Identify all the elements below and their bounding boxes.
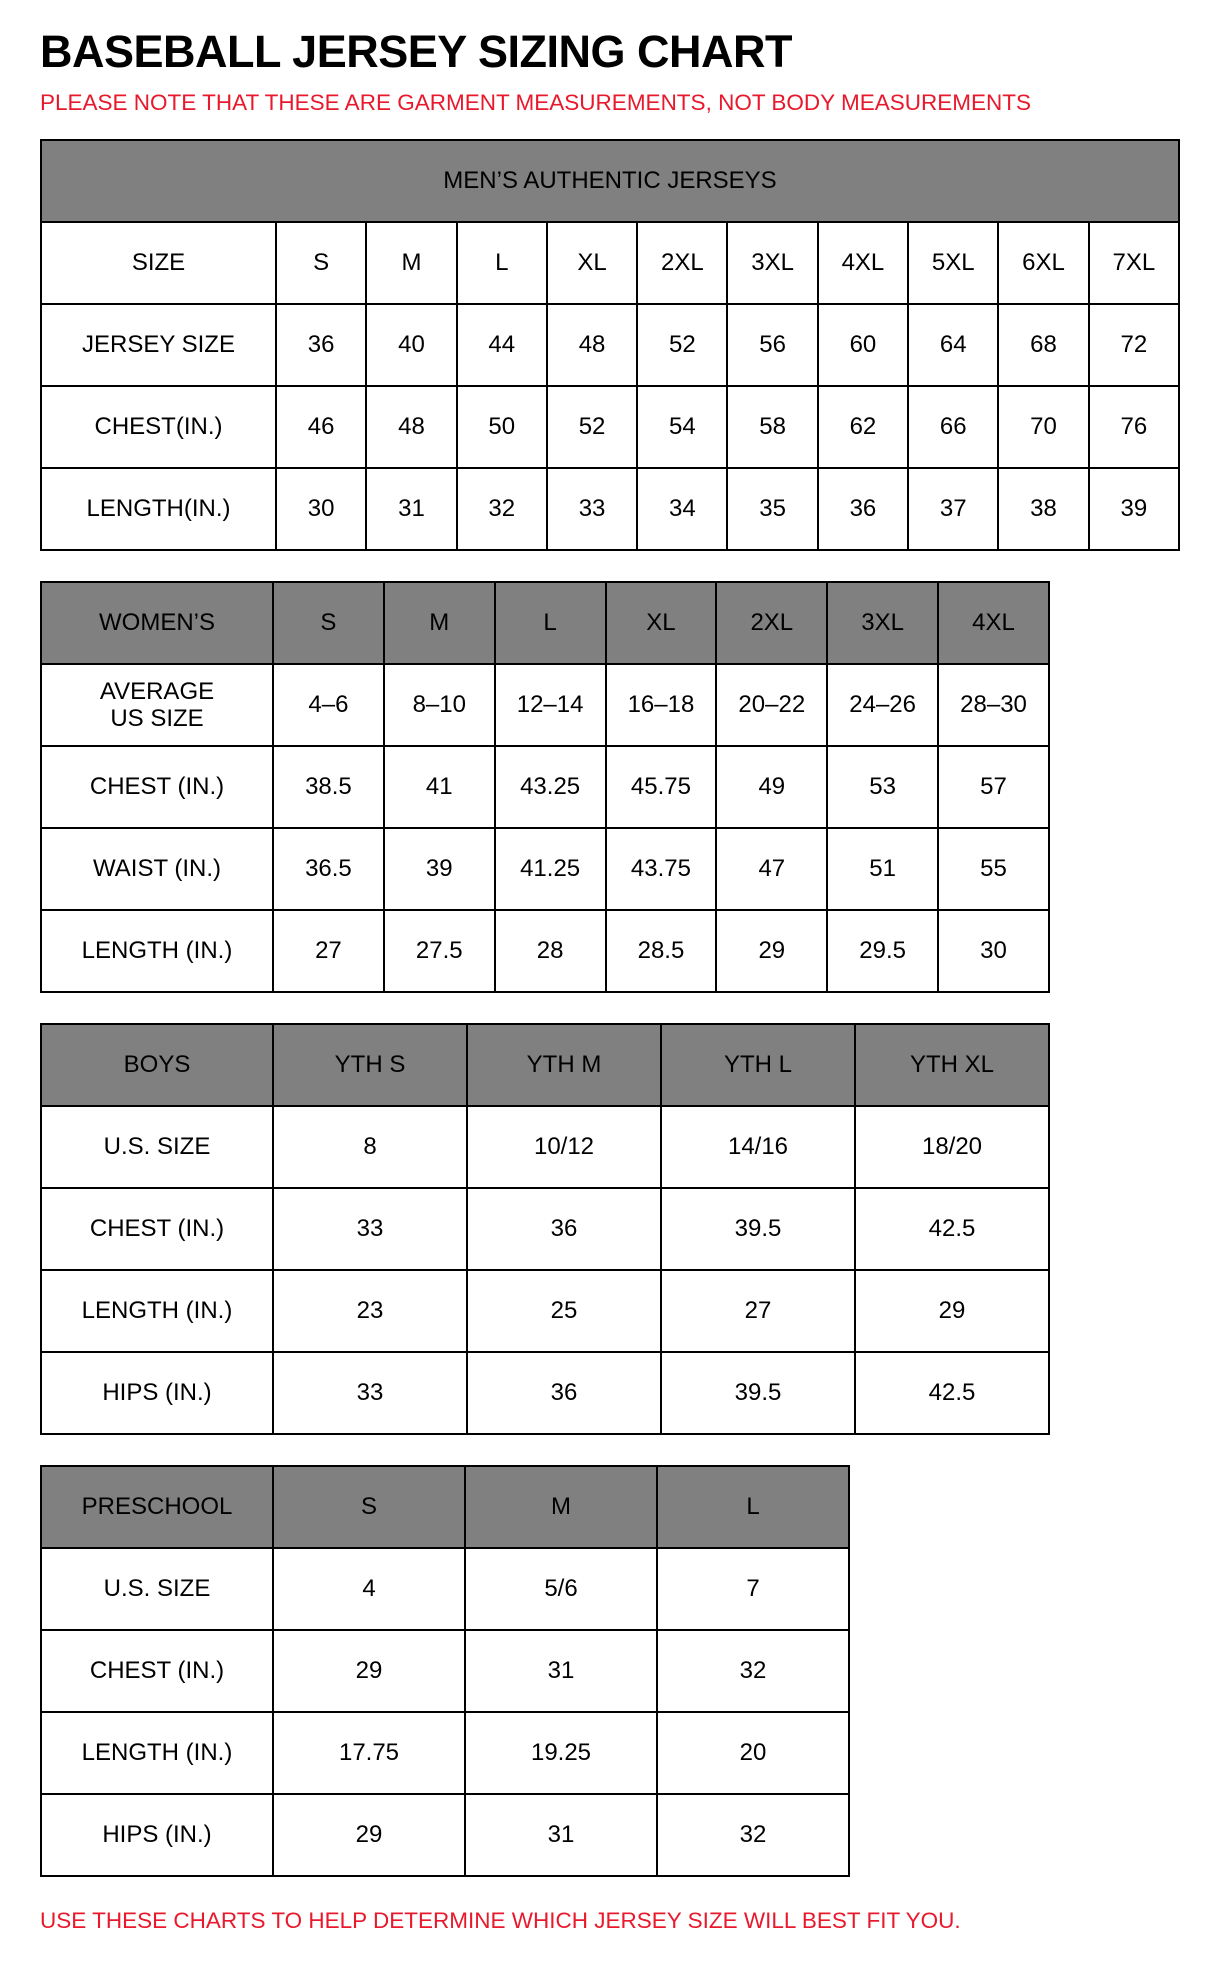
cell: 42.5: [855, 1352, 1049, 1434]
table-row: [41, 664, 1049, 746]
row-label: LENGTH (IN.): [41, 910, 273, 992]
cell: 41.25: [495, 828, 606, 910]
boys-header-label: BOYS: [41, 1024, 273, 1106]
cell: 29: [855, 1270, 1049, 1352]
preschool-header-cell: M: [465, 1466, 657, 1548]
cell: 5/6: [465, 1548, 657, 1630]
cell: 29: [273, 1630, 465, 1712]
page-title: BASEBALL JERSEY SIZING CHART: [40, 26, 792, 77]
cell: 27: [661, 1270, 855, 1352]
cell: 46: [276, 386, 366, 468]
cell: 7: [657, 1548, 849, 1630]
cell: 72: [1089, 304, 1179, 386]
cell: 17.75: [273, 1712, 465, 1794]
table-row: [41, 1270, 1049, 1352]
cell: 27: [273, 910, 384, 992]
boys-header-cell: YTH S: [273, 1024, 467, 1106]
womens-header-label: WOMEN’S: [41, 582, 273, 664]
row-label: JERSEY SIZE: [41, 304, 276, 386]
cell: 33: [273, 1352, 467, 1434]
cell: 62: [818, 386, 908, 468]
table-row: [41, 304, 1179, 386]
cell: 19.25: [465, 1712, 657, 1794]
womens-header-cell: XL: [606, 582, 717, 664]
table-row: [41, 910, 1049, 992]
cell: 32: [657, 1794, 849, 1876]
womens-header-cell: 3XL: [827, 582, 938, 664]
cell: 4: [273, 1548, 465, 1630]
boys-header-cell: YTH M: [467, 1024, 661, 1106]
table-banner-row: [41, 140, 1179, 222]
preschool-header-cell: L: [657, 1466, 849, 1548]
table-row: [41, 1630, 849, 1712]
cell: 35: [727, 468, 817, 550]
cell: 30: [938, 910, 1049, 992]
row-label: AVERAGE US SIZE: [41, 664, 273, 746]
cell: 20–22: [716, 664, 827, 746]
cell: 31: [465, 1630, 657, 1712]
cell: 70: [998, 386, 1088, 468]
cell: 39: [1089, 468, 1179, 550]
table-row: [41, 1352, 1049, 1434]
cell: 4–6: [273, 664, 384, 746]
cell: 10/12: [467, 1106, 661, 1188]
table-row: [41, 746, 1049, 828]
table-row: [41, 386, 1179, 468]
womens-header-cell: S: [273, 582, 384, 664]
cell: 16–18: [606, 664, 717, 746]
cell: 43.25: [495, 746, 606, 828]
cell: 39.5: [661, 1352, 855, 1434]
row-label: U.S. SIZE: [41, 1106, 273, 1188]
cell: M: [366, 222, 456, 304]
row-label: LENGTH (IN.): [41, 1712, 273, 1794]
cell: S: [276, 222, 366, 304]
cell: 33: [547, 468, 637, 550]
cell: 58: [727, 386, 817, 468]
table-row: [41, 1712, 849, 1794]
cell: 20: [657, 1712, 849, 1794]
cell: 6XL: [998, 222, 1088, 304]
cell: 37: [908, 468, 998, 550]
cell: 44: [457, 304, 547, 386]
cell: 48: [547, 304, 637, 386]
cell: 68: [998, 304, 1088, 386]
table-row: [41, 1188, 1049, 1270]
cell: 47: [716, 828, 827, 910]
cell: 30: [276, 468, 366, 550]
table-row: [41, 828, 1049, 910]
cell: 29: [716, 910, 827, 992]
cell: 60: [818, 304, 908, 386]
table-row: [41, 222, 1179, 304]
cell: 4XL: [818, 222, 908, 304]
cell: XL: [547, 222, 637, 304]
boys-header-cell: YTH L: [661, 1024, 855, 1106]
row-label: WAIST (IN.): [41, 828, 273, 910]
cell: 24–26: [827, 664, 938, 746]
preschool-header-label: PRESCHOOL: [41, 1466, 273, 1548]
row-label: HIPS (IN.): [41, 1794, 273, 1876]
cell: 42.5: [855, 1188, 1049, 1270]
boys-sizing-table: [40, 1023, 1050, 1435]
cell: 8–10: [384, 664, 495, 746]
cell: L: [457, 222, 547, 304]
cell: 50: [457, 386, 547, 468]
cell: 39: [384, 828, 495, 910]
cell: 66: [908, 386, 998, 468]
row-label: LENGTH(IN.): [41, 468, 276, 550]
cell: 56: [727, 304, 817, 386]
cell: 48: [366, 386, 456, 468]
table-row: [41, 1106, 1049, 1188]
cell: 52: [637, 304, 727, 386]
cell: 31: [366, 468, 456, 550]
row-label: CHEST (IN.): [41, 1630, 273, 1712]
cell: 52: [547, 386, 637, 468]
cell: 38: [998, 468, 1088, 550]
row-label: CHEST(IN.): [41, 386, 276, 468]
cell: 29.5: [827, 910, 938, 992]
cell: 41: [384, 746, 495, 828]
cell: 32: [657, 1630, 849, 1712]
cell: 29: [273, 1794, 465, 1876]
cell: 34: [637, 468, 727, 550]
cell: 36: [467, 1352, 661, 1434]
boys-header-cell: YTH XL: [855, 1024, 1049, 1106]
table-row: [41, 468, 1179, 550]
womens-header-cell: 2XL: [716, 582, 827, 664]
cell: 33: [273, 1188, 467, 1270]
cell: 38.5: [273, 746, 384, 828]
table-header-row: [41, 582, 1049, 664]
row-label: LENGTH (IN.): [41, 1270, 273, 1352]
cell: 36: [818, 468, 908, 550]
cell: 25: [467, 1270, 661, 1352]
womens-sizing-table: [40, 581, 1050, 993]
table-header-row: [41, 1024, 1049, 1106]
cell: 36: [276, 304, 366, 386]
cell: 54: [637, 386, 727, 468]
table-row: [41, 1548, 849, 1630]
table-row: [41, 1794, 849, 1876]
cell: 18/20: [855, 1106, 1049, 1188]
cell: 5XL: [908, 222, 998, 304]
cell: 8: [273, 1106, 467, 1188]
womens-header-cell: 4XL: [938, 582, 1049, 664]
row-label: CHEST (IN.): [41, 1188, 273, 1270]
preschool-sizing-table: [40, 1465, 850, 1877]
garment-measurement-note: PLEASE NOTE THAT THESE ARE GARMENT MEASUREMENTS, NOT BODY MEASUREMENTS: [40, 90, 1032, 116]
cell: 28–30: [938, 664, 1049, 746]
cell: 23: [273, 1270, 467, 1352]
preschool-header-cell: S: [273, 1466, 465, 1548]
cell: 28: [495, 910, 606, 992]
cell: 36.5: [273, 828, 384, 910]
mens-sizing-table: [40, 139, 1180, 551]
row-label: U.S. SIZE: [41, 1548, 273, 1630]
cell: 2XL: [637, 222, 727, 304]
row-label: CHEST (IN.): [41, 746, 273, 828]
cell: 7XL: [1089, 222, 1179, 304]
cell: 64: [908, 304, 998, 386]
cell: 49: [716, 746, 827, 828]
cell: 51: [827, 828, 938, 910]
row-label: HIPS (IN.): [41, 1352, 273, 1434]
cell: 39.5: [661, 1188, 855, 1270]
cell: 31: [465, 1794, 657, 1876]
row-label: SIZE: [41, 222, 276, 304]
cell: 28.5: [606, 910, 717, 992]
cell: 40: [366, 304, 456, 386]
cell: 53: [827, 746, 938, 828]
cell: 76: [1089, 386, 1179, 468]
cell: 32: [457, 468, 547, 550]
footer-note: USE THESE CHARTS TO HELP DETERMINE WHICH JERSEY SIZE WILL BEST FIT YOU.: [40, 1908, 961, 1934]
mens-banner: MEN’S AUTHENTIC JERSEYS: [41, 140, 1179, 222]
table-header-row: [41, 1466, 849, 1548]
womens-header-cell: M: [384, 582, 495, 664]
cell: 3XL: [727, 222, 817, 304]
cell: 12–14: [495, 664, 606, 746]
cell: 27.5: [384, 910, 495, 992]
cell: 57: [938, 746, 1049, 828]
cell: 14/16: [661, 1106, 855, 1188]
cell: 43.75: [606, 828, 717, 910]
womens-header-cell: L: [495, 582, 606, 664]
cell: 55: [938, 828, 1049, 910]
cell: 36: [467, 1188, 661, 1270]
cell: 45.75: [606, 746, 717, 828]
